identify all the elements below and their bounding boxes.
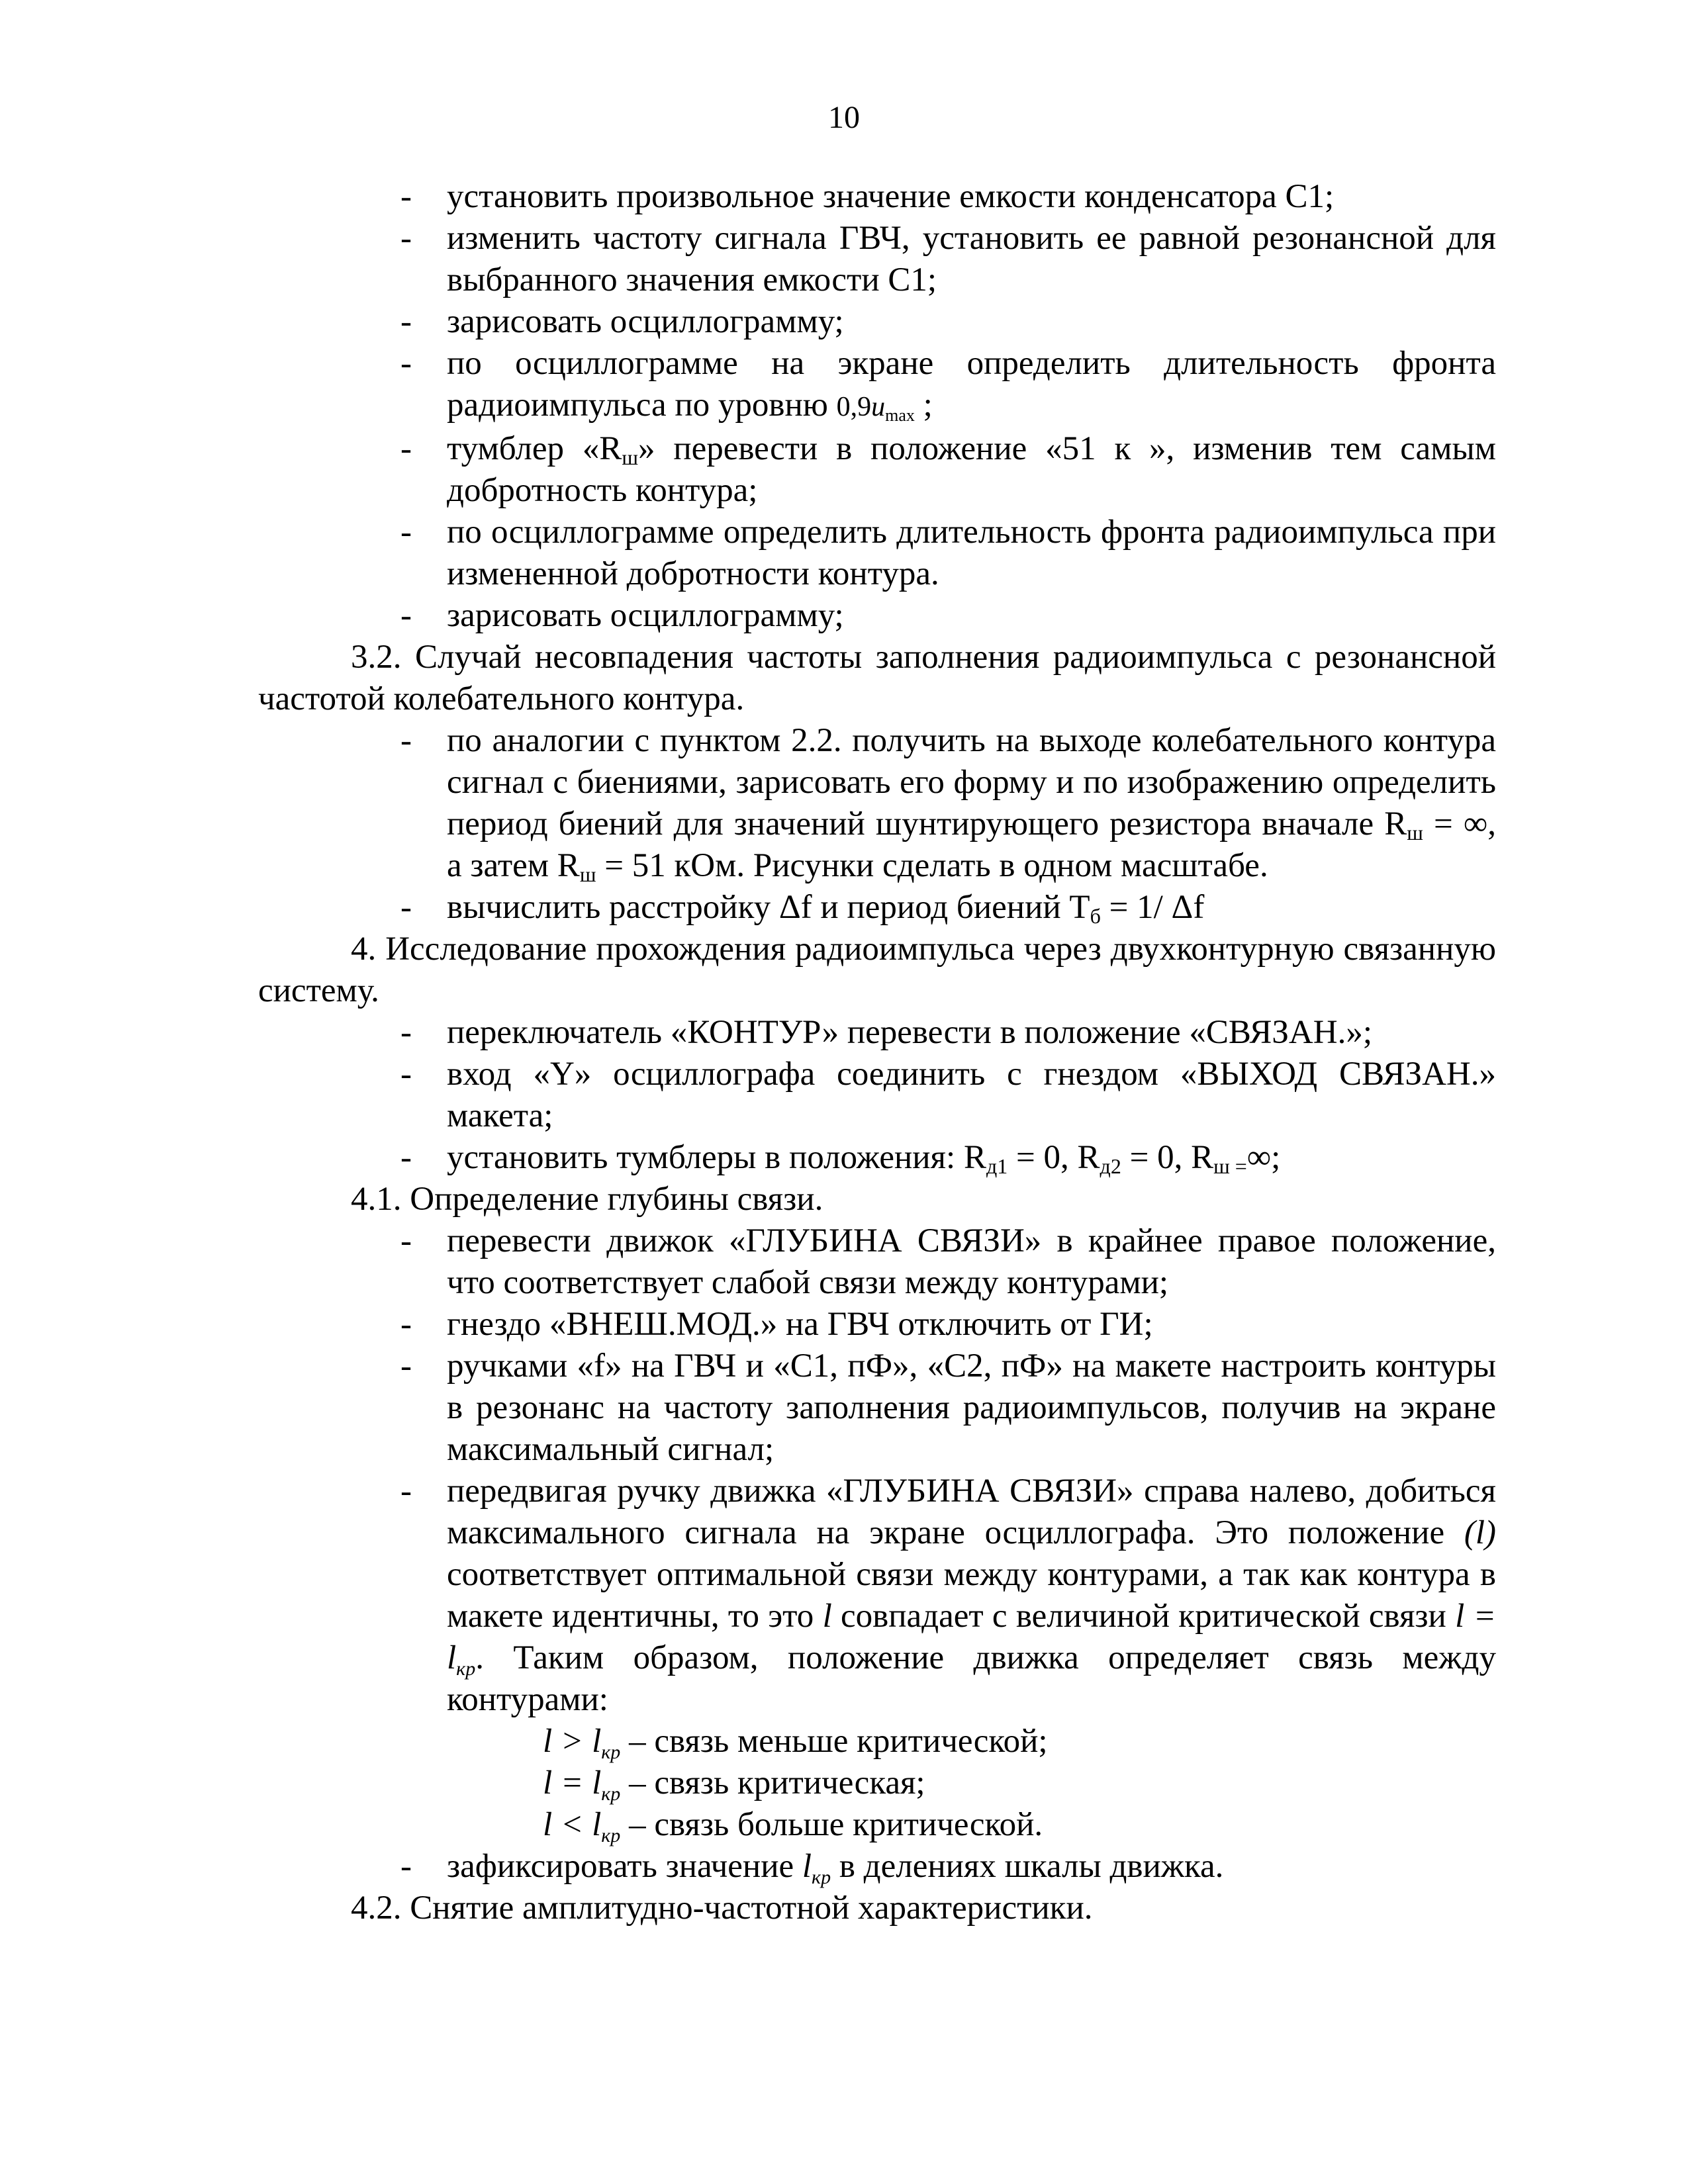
bullet-dash: - <box>400 345 412 382</box>
bullet-dash: - <box>400 889 412 926</box>
list-item <box>258 218 1496 301</box>
coupling-equation: l = l <box>447 1598 1496 1676</box>
subscript: ш <box>579 862 596 886</box>
subscript: ш = <box>1213 1154 1247 1178</box>
subscript: б <box>1090 904 1101 928</box>
list-item <box>258 1054 1496 1137</box>
bullet-dash: - <box>400 1222 412 1259</box>
list-item-beats <box>258 720 1496 887</box>
list-item <box>258 301 1496 343</box>
bullet-dash: - <box>400 220 412 257</box>
list-item <box>258 1345 1496 1471</box>
list-item <box>258 595 1496 637</box>
list-item <box>258 1012 1496 1054</box>
level-variable: u <box>871 392 886 422</box>
list-item-front-measure <box>258 343 1496 428</box>
subscript: кр <box>456 1658 476 1680</box>
coupling-symbol: l <box>822 1598 832 1635</box>
list-item-fix <box>258 1846 1496 1888</box>
condition-lhs: l < l <box>543 1806 602 1843</box>
bullet-dash: - <box>400 1014 412 1051</box>
subscript: д2 <box>1100 1154 1121 1178</box>
section-4-1: 4.1. Определение глубины связи. <box>351 1181 823 1218</box>
list-item-text: совпадает с величиной критической связи <box>831 1598 1456 1635</box>
list-item-text: зарисовать осциллограмму; <box>447 597 844 634</box>
document-body <box>258 176 1496 1929</box>
list-item-text: ∞; <box>1246 1139 1281 1176</box>
list-item-text: переключатель «КОНТУР» перевести в положение «СВЯЗАН.»; <box>447 1014 1373 1051</box>
subscript: кр <box>601 1825 621 1846</box>
list-item <box>258 1220 1496 1304</box>
condition-row <box>258 1804 1496 1846</box>
list-item-text: в делениях шкалы движка. <box>831 1848 1224 1885</box>
section-3-2: 3.2. Случай несовпадения частоты заполнения радиоимпульса с резонансной частотой колебательного контура. <box>258 639 1496 717</box>
bullet-dash: - <box>400 722 412 759</box>
condition-row <box>258 1721 1496 1762</box>
list-item-text: передвигая ручку движка «ГЛУБИНА СВЯЗИ» справа налево, добиться максимального сигнала на экране осциллографа. Это положение <box>447 1473 1496 1551</box>
list-item <box>258 512 1496 595</box>
subscript: д1 <box>986 1154 1008 1178</box>
list-item-text: вычислить расстройку Δf и период биений T <box>447 889 1090 926</box>
list-item-text: зафиксировать значение <box>447 1848 802 1885</box>
list-item-text: зарисовать осциллограмму; <box>447 303 844 340</box>
list-item-text: вход «Y» осциллографа соединить с гнездом «ВЫХОД СВЯЗАН.» макета; <box>447 1056 1496 1134</box>
bullet-dash: - <box>400 1848 412 1885</box>
subscript: ш <box>1407 821 1423 844</box>
list-item-text: по осциллограмме определить длительность фронта радиоимпульса при измененной добротности контура. <box>447 514 1496 592</box>
bullet-dash: - <box>400 178 412 215</box>
list-item-text: тумблер «R <box>447 430 622 467</box>
bullet-dash: - <box>400 597 412 634</box>
bullet-dash: - <box>400 1306 412 1343</box>
list-item-text: изменить частоту сигнала ГВЧ, установить ее равной резонансной для выбранного значения емкости С1; <box>447 220 1496 298</box>
list-item-tail: ; <box>923 387 933 424</box>
list-item-text: по аналогии с пунктом 2.2. получить на выходе колебательного контура сигнал с биениями, зарисовать его форму и по изображению определить период биений для значений шунтирующего резистора вначале R <box>447 722 1496 842</box>
list-item-text: » перевести в положение «51 к », изменив тем самым добротность контура; <box>447 430 1497 509</box>
list-item-text: по осциллограмме на экране определить длительность фронта радиоимпульса по уровню <box>447 345 1496 424</box>
bullet-dash: - <box>400 1056 412 1093</box>
page-number: 10 <box>828 100 860 135</box>
section-4-2: 4.2. Снятие амплитудно-частотной характеристики. <box>351 1889 1093 1927</box>
level-formula <box>836 392 915 425</box>
subscript: кр <box>601 1783 621 1805</box>
list-item-text: = 0, R <box>1008 1139 1100 1176</box>
list-item-text: перевести движок «ГЛУБИНА СВЯЗИ» в крайнее правое положение, что соответствует слабой связи между контурами; <box>447 1222 1496 1301</box>
condition-lhs: l > l <box>543 1723 602 1760</box>
level-number: 0,9 <box>836 392 872 422</box>
list-item <box>258 1304 1496 1345</box>
list-item-text: = 51 кОм. Рисунки сделать в одном масштабе. <box>596 847 1268 884</box>
condition-row <box>258 1762 1496 1804</box>
list-item-switches <box>258 1137 1496 1179</box>
subscript: кр <box>601 1741 621 1763</box>
bullet-dash: - <box>400 430 412 467</box>
bullet-dash: - <box>400 1473 412 1510</box>
list-item <box>258 176 1496 218</box>
list-item-text: соответствует оптимальной связи между контурами, а так как контура в макете идентичны, то это <box>447 1556 1496 1635</box>
condition-text: – связь меньше критической; <box>620 1723 1048 1760</box>
level-subscript: max <box>885 406 915 425</box>
bullet-dash: - <box>400 514 412 551</box>
list-item-text: установить произвольное значение емкости конденсатора С1; <box>447 178 1335 215</box>
list-item-text: = 0, R <box>1121 1139 1214 1176</box>
condition-text: – связь критическая; <box>620 1764 925 1801</box>
section-4: 4. Исследование прохождения радиоимпульса через двухконтурную связанную систему. <box>258 931 1496 1009</box>
list-item-detune <box>258 887 1496 929</box>
list-item-text: . Таким образом, положение движка определяет связь между контурами: <box>447 1639 1496 1718</box>
coupling-symbol: l <box>802 1848 812 1885</box>
condition-text: – связь больше критической. <box>620 1806 1043 1843</box>
subscript: ш <box>622 445 638 469</box>
list-item-text: = ∞, а затем R <box>447 805 1497 884</box>
coupling-symbol: (l) <box>1464 1514 1496 1551</box>
bullet-dash: - <box>400 303 412 340</box>
subscript: кр <box>812 1866 831 1888</box>
bullet-dash: - <box>400 1139 412 1176</box>
list-item-coupling <box>258 1471 1496 1721</box>
bullet-dash: - <box>400 1347 412 1385</box>
list-item-text: ручками «f» на ГВЧ и «С1, пФ», «С2, пФ» на макете настроить контуры в резонанс на частоту заполнения радиоимпульсов, получив на экране максимальный сигнал; <box>447 1347 1496 1468</box>
list-item-text: гнездо «ВНЕШ.МОД.» на ГВЧ отключить от ГИ; <box>447 1306 1153 1343</box>
list-item-text: установить тумблеры в положения: R <box>447 1139 986 1176</box>
list-item-toggle <box>258 428 1496 512</box>
list-item-text: = 1/ Δf <box>1100 889 1205 926</box>
condition-lhs: l = l <box>543 1764 602 1801</box>
